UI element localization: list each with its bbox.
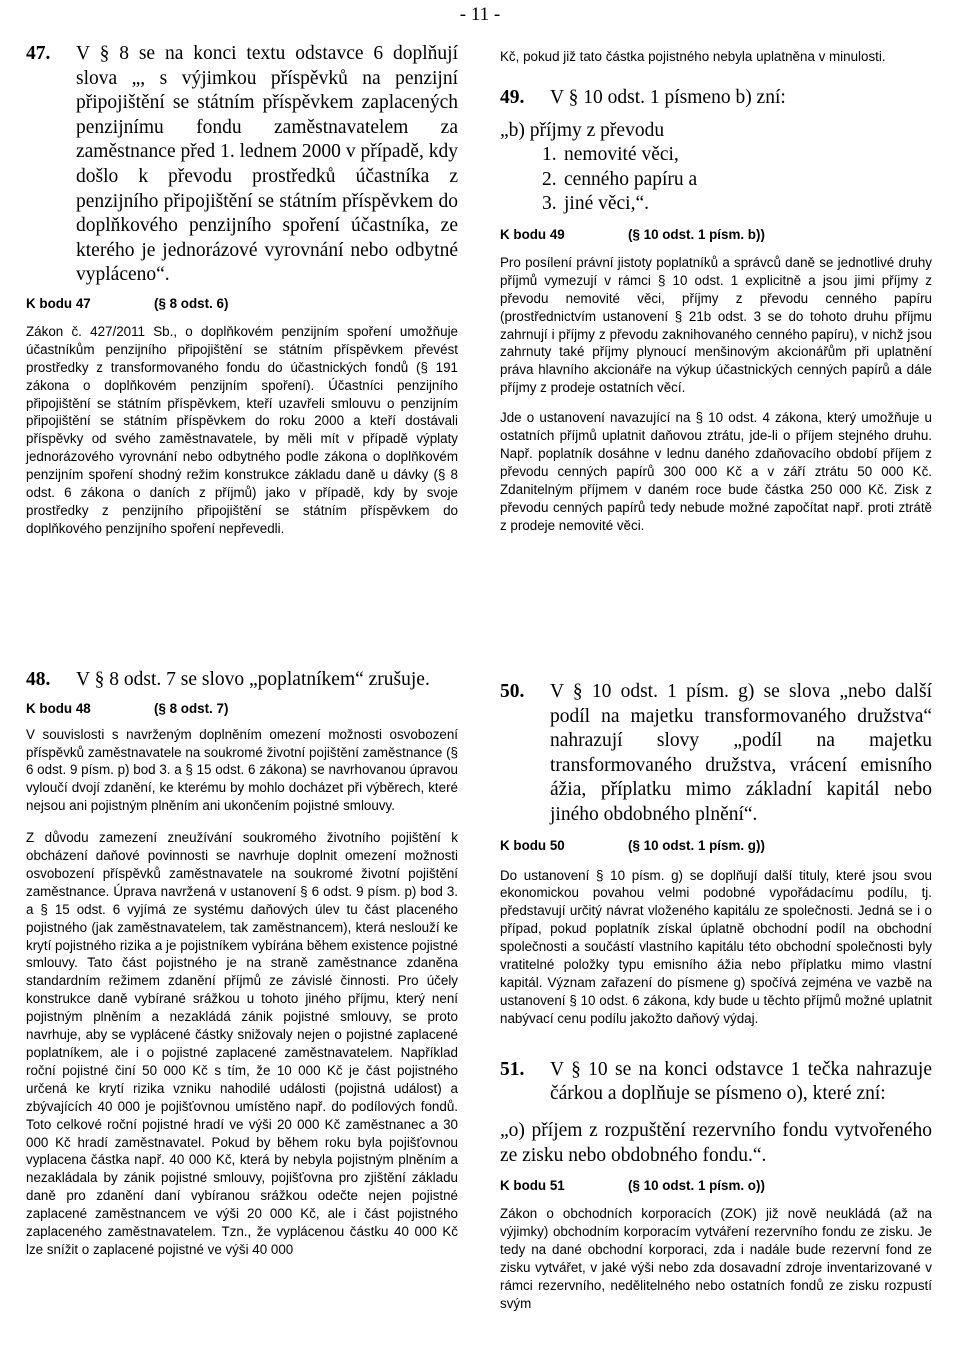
explanation-paragraph: Z důvodu zamezení zneužívání soukromého životního pojištění k obcházení daňové povinnosti se navrhuje doplnit omezení možnosti osvobození příspěvků zaměstnavatele na soukromé životní pojištění zaměstnance. Úprava navržená v ustanovení § 6 odst. 9 písm. p) bod 3. a § 15 odst. 6 vyjímá ze systému daňových úlev tu část placeného pojistného (jak zaměstnavatelem, tak zaměstnancem), která neslouží ke krytí pojistného rizika a je pojistníkem vybírána během existence pojistné smlouvy. Tato část pojistného je na straně zaměstnance zdaněna standardním režimem zdanění příjmů ze závislé činnosti. Pro účely konstrukce daně vybírané srážkou u tohoto jiného příjmu, který není pojistným plněním a nezakládá zánik pojistné smlouvy, se proto navrhuje, aby se vyplácené částky snižovaly nejen o pojistné zaplacené poplatníkem, ale i o pojistné zaplacené zaměstnavatelem. Například roční pojistné činí 50 000 Kč s tím, že 10 000 Kč je část pojistného určená ke krytí rizika vzniku nahodilé události (pojistná událost) a zbývajících 40 000 je pojišťovnou umístěno např. do podílových fondů. Toto celkové roční pojistné hradí ve výši 20 000 Kč zaměstnanec a 30 000 Kč hradí zaměstnavatel. Pokud by během roku byla pojišťovnou vyplacena částka např. 40 000 Kč, která by nebyla pojistným plněním a nezakládala by zánik pojistné smlouvy, pojišťovna pro zjištění základu daně pro zdanění daní vybíranou srážkou odečte nejen pojistné zaplacené zaměstnancem ve výši 20 000 Kč, ale i část pojistného zaplaceného zaměstnavatelem. Tzn., že vyplácenou částku 40 000 Kč lze snížit o zaplacené pojistné ve výši 40 000 (26, 830, 458, 1257)
k-bodu-label: K bodu 50 (500, 837, 565, 853)
item-49 (500, 86, 932, 111)
k-bodu-ref: (§ 10 odst. 1 písm. b)) (628, 226, 765, 242)
section-item-49 (500, 48, 932, 534)
list-item: 2. cenného papíru a (542, 168, 698, 190)
item-49-list (500, 143, 932, 217)
item-number: 49. (500, 86, 525, 108)
k-bodu-label: K bodu 48 (26, 700, 91, 716)
section-item-48 (26, 668, 458, 1259)
item-number: 51. (500, 1058, 525, 1080)
k-bodu-label: K bodu 49 (500, 226, 565, 242)
item-number: 48. (26, 669, 51, 690)
k-bodu-ref: (§ 10 odst. 1 písm. o)) (628, 1178, 765, 1194)
k-bodu-ref: (§ 8 odst. 6) (154, 295, 229, 311)
k-bodu-heading (500, 227, 932, 242)
item-47 (26, 42, 458, 288)
item-text: V § 10 odst. 1 písmeno b) zní: (550, 86, 786, 108)
k-bodu-label: K bodu 47 (26, 295, 91, 311)
explanation-paragraph: Do ustanovení § 10 písm. g) se doplňují další tituly, které jsou svou ekonomickou povahou velmi podobné vypořádacímu podílu, tj. představují určitý návrat vloženého kapitálu ze společnosti. Jedná se i o případ, pokud poplatník získal úplatně obchodní podíl na obchodní společnosti a součástí vlastního kapitálu této obchodní společnosti byly vratitelné položky typu emisního ážia nebo příplatku mimo vlastní kapitál. Význam zařazení do písmene g) spočívá zejména ve vazbě na ustanovení § 10 odst. 6 zákona, kdy bude u těchto příjmů možné uplatnit nabývací cenu podílu jakožto daňový výdaj. (500, 867, 932, 1026)
page-number: - 11 - (459, 4, 501, 25)
item-number: 50. (500, 681, 525, 702)
k-bodu-heading (500, 1178, 932, 1193)
k-bodu-label: K bodu 51 (500, 1178, 565, 1194)
k-bodu-heading (26, 701, 458, 716)
item-51 (500, 1058, 932, 1107)
item-text: V § 8 odst. 7 se slovo „poplatníkem“ zrušuje. (76, 669, 430, 690)
item-50 (500, 680, 932, 828)
item-text: V § 10 se na konci odstavce 1 tečka nahrazuje čárkou a doplňuje se písmeno o), které zní: (550, 1058, 932, 1105)
explanation-paragraph: Zákon č. 427/2011 Sb., o doplňkovém penzijním spoření umožňuje účastníkům penzijního připojištění se státním příspěvkem převést prostředky z transformovaného fondu do účastnických fondů (§ 191 zákona o doplňkovém penzijním spoření). Účastníci penzijního připojištění se státním příspěvkem, kteří uzavřeli smlouvu o penzijním připojištění se státním příspěvkem do roku 2000 a kteří dostávali příspěvky od svého zaměstnavatele, by měli mít v případě výplaty jednorázového vyrovnání nebo odbytného podle zákona o doplňkovém penzijním spoření shodný režim konstrukce základu daně u dávky (§ 8 odst. 6 zákona o daních z příjmů) jako v případě, kdy by svoje prostředky z penzijního připojištění se státním příspěvkem do doplňkového penzijního spoření nepřevedli. (26, 323, 458, 536)
item-48 (26, 668, 458, 693)
section-item-50 (500, 680, 932, 1313)
item-49-quote: „b) příjmy z převodu (500, 119, 665, 141)
k-bodu-heading (26, 296, 458, 311)
explanation-paragraph: Pro posílení právní jistoty poplatníků a správců daně se jednotlivé druhy příjmů vymezují v rámci § 10 odst. 1 explicitně a jsou jimi příjmy z převodu nemovité věci, příjmy z převodu cenného papíru (prostřednictvím ustanovení § 21b odst. 3 se do tohoto druhu příjmu zahrnují i příjmy z převodu zaknihovaného cenného papíru), v nichž jsou zahrnuty také příjmy plynoucí menšinovým akcionářům při uplatnění práva hlavního akcionáře na výkup účastnických cenných papírů a dále příjmy z prodeje ostatních věcí. (500, 254, 932, 396)
section-item-47 (26, 42, 458, 538)
explanation-paragraph: Jde o ustanovení navazující na § 10 odst. 4 zákona, který umožňuje u ostatních příjmů uplatnit daňovou ztrátu, jde-li o příjem stejného druhu. Např. poplatník dosáhne v lednu daného zdaňovacího období příjem z převodu cenných papírů 300 000 Kč a v září ztrátu 50 000 Kč. Zdanitelným příjmem v daném roce bude částka 250 000 Kč. Zisk z převodu cenných papírů tedy nebude možné započítat např. proti ztrátě z prodeje nemovité věci. (500, 410, 932, 533)
k-bodu-heading (500, 838, 932, 853)
continuation-paragraph: Kč, pokud již tato částka pojistného nebyla uplatněna v minulosti. (500, 49, 886, 64)
list-item: 3. jiné věci,“. (542, 193, 649, 215)
item-number: 47. (26, 43, 51, 64)
item-51-quote: „o) příjem z rozpuštění rezervního fondu vytvořeného ze zisku nebo obdobného fondu.“. (500, 1119, 932, 1166)
item-text: V § 8 se na konci textu odstavce 6 doplňují slova „, s výjimkou příspěvků na penzijní připojištění se státním příspěvkem zaplacených penzijnímu fondu zaměstnavatelem za zaměstnance před 1. lednem 2000 v případě, kdy došlo k převodu prostředků účastníka z penzijního připojištění se státním příspěvkem do doplňkového penzijního spoření účastníka, ze kterého je jednorázové vyrovnání nebo odbytné vypláceno“. (76, 43, 458, 286)
k-bodu-ref: (§ 10 odst. 1 písm. g)) (628, 837, 765, 853)
list-item: 1. nemovité věci, (542, 144, 679, 166)
explanation-paragraph: Zákon o obchodních korporacích (ZOK) již nově neukládá (až na výjimky) obchodním korporacím vytváření rezervního fondu ze zisku. Je tedy na dané obchodní korporaci, zda i nadále bude rezervní fond ze zisku vytvářet, v jaké výši nebo zda dosavadní zdroje inventarizované v rámci rezervního, nedělitelného nebo ostatních fondů ze zisku rozpustí svým (500, 1206, 932, 1311)
k-bodu-ref: (§ 8 odst. 7) (154, 700, 229, 716)
item-text: V § 10 odst. 1 písm. g) se slova „nebo další podíl na majetku transformovaného družstva“ nahrazují slovy „podíl na majetku transformovaného družstva, vrácení emisního ážia, příplatku mimo základní kapitál nebo jiného obdobného plnění“. (550, 681, 932, 825)
explanation-paragraph: V souvislosti s navrženým doplněním omezení možnosti osvobození příspěvků zaměstnavatele na soukromé životní pojištění zaměstnance (§ 6 odst. 9 písm. p) bod 3. a § 15 odst. 6 zákona) se navrhovanou úpravou vyloučí dvojí zdanění, ke kterému by mohlo docházet při výběrech, které nejsou ani pojistným plněním ani ukončením pojistné smlouvy. (26, 726, 458, 814)
